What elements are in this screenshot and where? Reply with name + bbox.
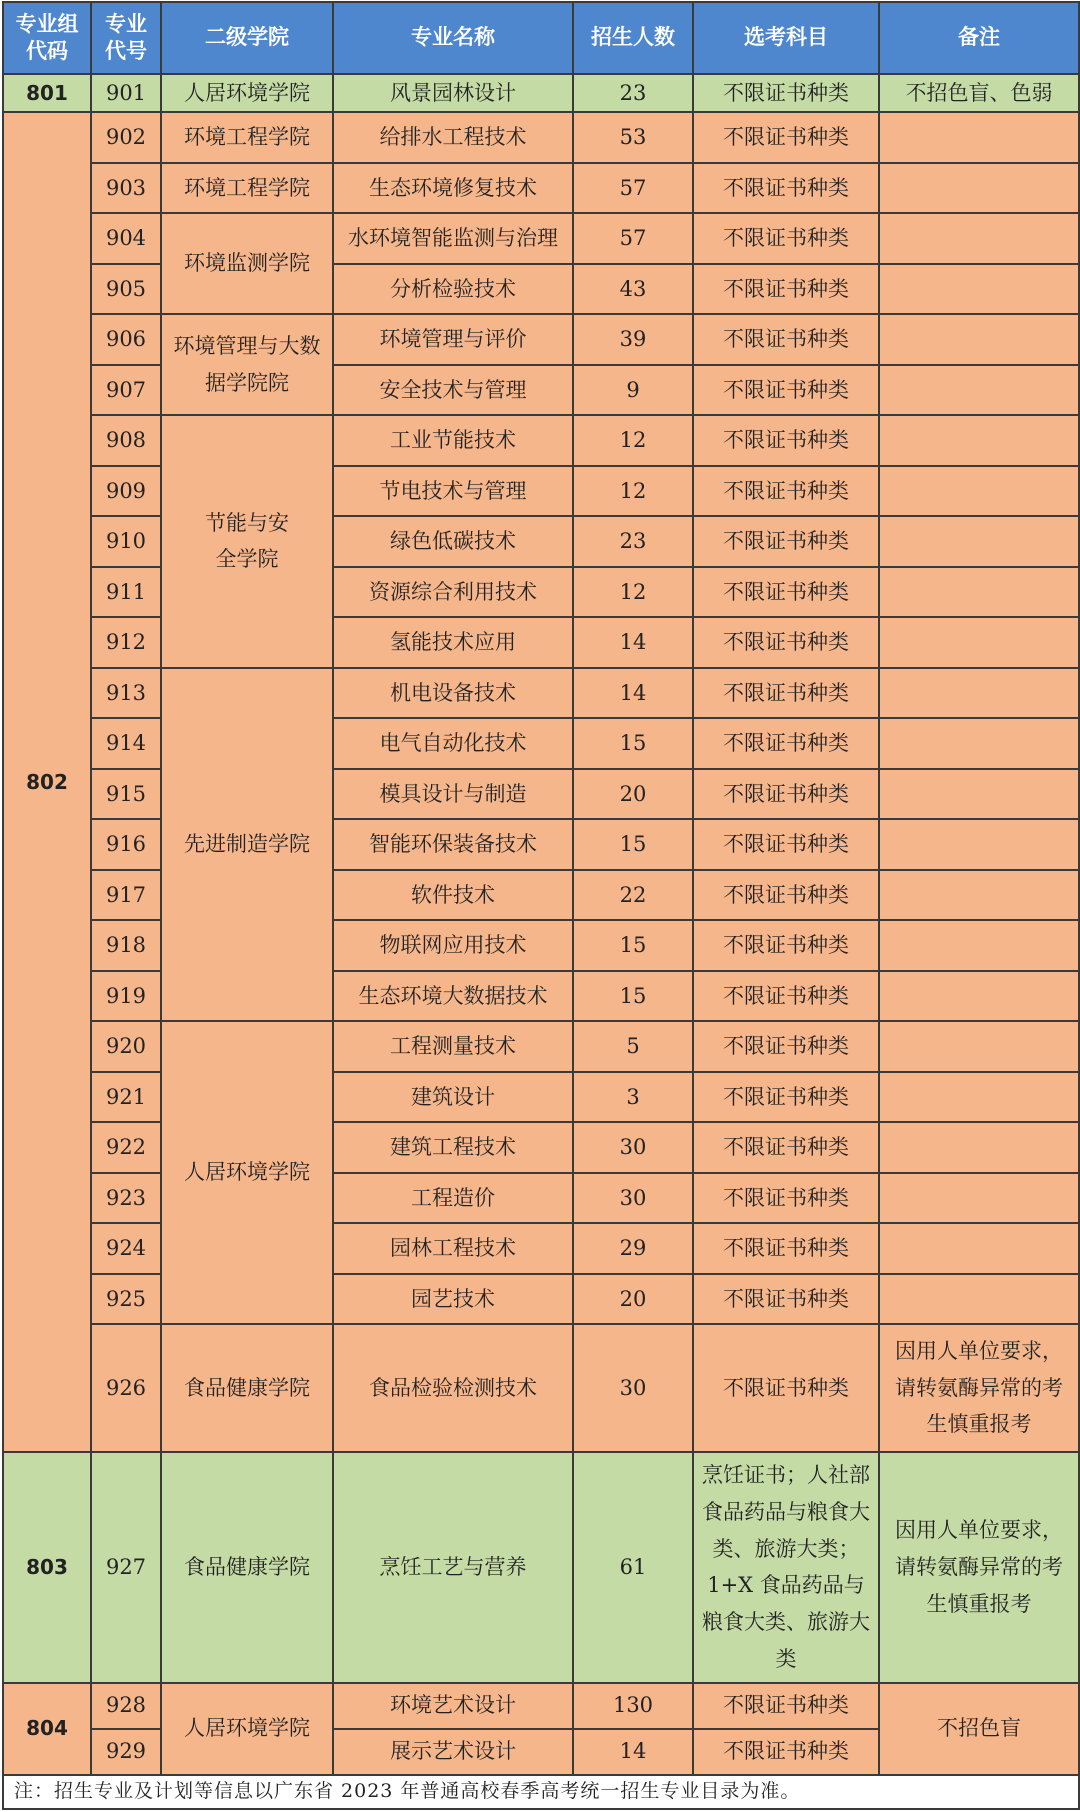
enrollment-cell: 12 xyxy=(573,567,693,618)
remark-cell xyxy=(879,971,1079,1022)
enrollment-cell: 57 xyxy=(573,163,693,214)
subject-cell: 不限证书种类 xyxy=(693,718,879,769)
subject-cell: 不限证书种类 xyxy=(693,415,879,466)
major-code-cell: 905 xyxy=(91,264,161,315)
major-code-cell: 925 xyxy=(91,1274,161,1325)
group-code-cell: 803 xyxy=(3,1452,91,1683)
enrollment-cell: 12 xyxy=(573,415,693,466)
subject-cell: 不限证书种类 xyxy=(693,74,879,112)
major-code-cell: 918 xyxy=(91,920,161,971)
remark-cell xyxy=(879,1173,1079,1224)
table-row xyxy=(3,415,1079,466)
enrollment-cell: 15 xyxy=(573,718,693,769)
major-name-cell: 绿色低碳技术 xyxy=(333,516,573,567)
subject-cell: 不限证书种类 xyxy=(693,1122,879,1173)
major-code-cell: 908 xyxy=(91,415,161,466)
remark-cell xyxy=(879,163,1079,214)
remark-cell xyxy=(879,920,1079,971)
remark-cell xyxy=(879,1021,1079,1072)
enrollment-cell: 30 xyxy=(573,1122,693,1173)
major-name-cell: 工程测量技术 xyxy=(333,1021,573,1072)
major-code-cell: 917 xyxy=(91,870,161,921)
remark-cell xyxy=(879,617,1079,668)
enrollment-cell: 30 xyxy=(573,1173,693,1224)
remark-cell: 因用人单位要求，请转氨酶异常的考生慎重报考 xyxy=(879,1452,1079,1683)
subject-cell: 不限证书种类 xyxy=(693,617,879,668)
subject-cell: 不限证书种类 xyxy=(693,1729,879,1775)
header-major-code: 专业代号 xyxy=(91,2,161,74)
major-code-cell: 912 xyxy=(91,617,161,668)
remark-cell xyxy=(879,466,1079,517)
major-name-cell: 展示艺术设计 xyxy=(333,1729,573,1775)
remark-cell xyxy=(879,718,1079,769)
enrollment-cell: 3 xyxy=(573,1072,693,1123)
major-code-cell: 926 xyxy=(91,1324,161,1452)
subject-cell: 不限证书种类 xyxy=(693,769,879,820)
remark-cell xyxy=(879,213,1079,264)
table-row xyxy=(3,1324,1079,1452)
table-row xyxy=(3,1683,1079,1729)
major-code-cell: 903 xyxy=(91,163,161,214)
enrollment-cell: 15 xyxy=(573,971,693,1022)
enrollment-cell: 12 xyxy=(573,466,693,517)
enrollment-cell: 14 xyxy=(573,668,693,719)
major-name-cell: 电气自动化技术 xyxy=(333,718,573,769)
subject-cell: 不限证书种类 xyxy=(693,163,879,214)
enrollment-cell: 57 xyxy=(573,213,693,264)
table-row xyxy=(3,112,1079,163)
major-name-cell: 工程造价 xyxy=(333,1173,573,1224)
remark-cell xyxy=(879,1223,1079,1274)
major-name-cell: 园林工程技术 xyxy=(333,1223,573,1274)
remark-cell xyxy=(879,415,1079,466)
major-code-cell: 901 xyxy=(91,74,161,112)
major-code-cell: 922 xyxy=(91,1122,161,1173)
enrollment-cell: 39 xyxy=(573,314,693,365)
remark-cell xyxy=(879,264,1079,315)
major-name-cell: 生态环境大数据技术 xyxy=(333,971,573,1022)
major-name-cell: 物联网应用技术 xyxy=(333,920,573,971)
major-code-cell: 929 xyxy=(91,1729,161,1775)
subject-cell: 烹饪证书；人社部食品药品与粮食大类、旅游大类；1+X 食品药品与粮食大类、旅游大类 xyxy=(693,1452,879,1683)
major-code-cell: 911 xyxy=(91,567,161,618)
major-name-cell: 风景园林设计 xyxy=(333,74,573,112)
remark-cell xyxy=(879,1274,1079,1325)
subject-cell: 不限证书种类 xyxy=(693,1223,879,1274)
enrollment-cell: 20 xyxy=(573,1274,693,1325)
enrollment-cell: 23 xyxy=(573,516,693,567)
college-cell: 食品健康学院 xyxy=(161,1452,333,1683)
header-group-code: 专业组代码 xyxy=(3,2,91,74)
subject-cell: 不限证书种类 xyxy=(693,1021,879,1072)
college-cell: 环境监测学院 xyxy=(161,213,333,314)
major-name-cell: 安全技术与管理 xyxy=(333,365,573,416)
subject-cell: 不限证书种类 xyxy=(693,567,879,618)
college-cell: 先进制造学院 xyxy=(161,668,333,1022)
group-code-cell: 801 xyxy=(3,74,91,112)
major-name-cell: 生态环境修复技术 xyxy=(333,163,573,214)
college-cell: 人居环境学院 xyxy=(161,1683,333,1775)
major-code-cell: 923 xyxy=(91,1173,161,1224)
major-name-cell: 食品检验检测技术 xyxy=(333,1324,573,1452)
major-name-cell: 水环境智能监测与治理 xyxy=(333,213,573,264)
header-remarks: 备注 xyxy=(879,2,1079,74)
header-college: 二级学院 xyxy=(161,2,333,74)
remark-cell xyxy=(879,1072,1079,1123)
major-name-cell: 节电技术与管理 xyxy=(333,466,573,517)
major-code-cell: 914 xyxy=(91,718,161,769)
major-name-cell: 工业节能技术 xyxy=(333,415,573,466)
enrollment-cell: 9 xyxy=(573,365,693,416)
major-name-cell: 模具设计与制造 xyxy=(333,769,573,820)
major-name-cell: 环境艺术设计 xyxy=(333,1683,573,1729)
subject-cell: 不限证书种类 xyxy=(693,1683,879,1729)
major-code-cell: 927 xyxy=(91,1452,161,1683)
subject-cell: 不限证书种类 xyxy=(693,1173,879,1224)
college-cell: 环境管理与大数据学院院 xyxy=(161,314,333,415)
remark-cell xyxy=(879,314,1079,365)
remark-cell xyxy=(879,668,1079,719)
enrollment-cell: 30 xyxy=(573,1324,693,1452)
enrollment-cell: 53 xyxy=(573,112,693,163)
major-name-cell: 氢能技术应用 xyxy=(333,617,573,668)
remark-cell xyxy=(879,819,1079,870)
footnote-row xyxy=(3,1775,1079,1809)
major-code-cell: 902 xyxy=(91,112,161,163)
major-code-cell: 907 xyxy=(91,365,161,416)
table-row xyxy=(3,213,1079,264)
major-name-cell: 资源综合利用技术 xyxy=(333,567,573,618)
major-code-cell: 910 xyxy=(91,516,161,567)
table-row xyxy=(3,1021,1079,1072)
major-code-cell: 909 xyxy=(91,466,161,517)
subject-cell: 不限证书种类 xyxy=(693,971,879,1022)
table-row xyxy=(3,74,1079,112)
subject-cell: 不限证书种类 xyxy=(693,819,879,870)
group-code-cell: 804 xyxy=(3,1683,91,1775)
header-row xyxy=(3,2,1079,74)
subject-cell: 不限证书种类 xyxy=(693,870,879,921)
header-enrollment: 招生人数 xyxy=(573,2,693,74)
footnote: 注：招生专业及计划等信息以广东省 2023 年普通高校春季高考统一招生专业目录为准。 xyxy=(3,1775,1079,1809)
enrollment-table xyxy=(2,1,1080,1810)
header-major-name: 专业名称 xyxy=(333,2,573,74)
major-code-cell: 916 xyxy=(91,819,161,870)
major-name-cell: 建筑工程技术 xyxy=(333,1122,573,1173)
subject-cell: 不限证书种类 xyxy=(693,365,879,416)
enrollment-cell: 43 xyxy=(573,264,693,315)
enrollment-cell: 14 xyxy=(573,617,693,668)
major-code-cell: 919 xyxy=(91,971,161,1022)
major-name-cell: 园艺技术 xyxy=(333,1274,573,1325)
major-name-cell: 建筑设计 xyxy=(333,1072,573,1123)
subject-cell: 不限证书种类 xyxy=(693,1324,879,1452)
group-code-cell: 802 xyxy=(3,112,91,1452)
major-name-cell: 机电设备技术 xyxy=(333,668,573,719)
major-name-cell: 分析检验技术 xyxy=(333,264,573,315)
enrollment-cell: 61 xyxy=(573,1452,693,1683)
enrollment-cell: 130 xyxy=(573,1683,693,1729)
remark-cell: 不招色盲 xyxy=(879,1683,1079,1775)
major-name-cell: 烹饪工艺与营养 xyxy=(333,1452,573,1683)
enrollment-cell: 15 xyxy=(573,819,693,870)
remark-cell: 不招色盲、色弱 xyxy=(879,74,1079,112)
header-subjects: 选考科目 xyxy=(693,2,879,74)
remark-cell xyxy=(879,870,1079,921)
remark-cell xyxy=(879,516,1079,567)
college-cell: 环境工程学院 xyxy=(161,163,333,214)
remark-cell xyxy=(879,365,1079,416)
remark-cell xyxy=(879,112,1079,163)
subject-cell: 不限证书种类 xyxy=(693,314,879,365)
major-code-cell: 924 xyxy=(91,1223,161,1274)
enrollment-cell: 20 xyxy=(573,769,693,820)
college-cell: 人居环境学院 xyxy=(161,1021,333,1324)
major-code-cell: 920 xyxy=(91,1021,161,1072)
remark-cell: 因用人单位要求，请转氨酶异常的考生慎重报考 xyxy=(879,1324,1079,1452)
subject-cell: 不限证书种类 xyxy=(693,1072,879,1123)
major-code-cell: 921 xyxy=(91,1072,161,1123)
table-row xyxy=(3,163,1079,214)
subject-cell: 不限证书种类 xyxy=(693,264,879,315)
major-name-cell: 给排水工程技术 xyxy=(333,112,573,163)
table-row xyxy=(3,314,1079,365)
major-code-cell: 904 xyxy=(91,213,161,264)
college-cell: 人居环境学院 xyxy=(161,74,333,112)
table-row xyxy=(3,1452,1079,1683)
major-code-cell: 915 xyxy=(91,769,161,820)
major-name-cell: 软件技术 xyxy=(333,870,573,921)
enrollment-cell: 5 xyxy=(573,1021,693,1072)
subject-cell: 不限证书种类 xyxy=(693,516,879,567)
enrollment-cell: 15 xyxy=(573,920,693,971)
enrollment-cell: 14 xyxy=(573,1729,693,1775)
subject-cell: 不限证书种类 xyxy=(693,213,879,264)
remark-cell xyxy=(879,1122,1079,1173)
college-cell: 环境工程学院 xyxy=(161,112,333,163)
subject-cell: 不限证书种类 xyxy=(693,1274,879,1325)
major-name-cell: 环境管理与评价 xyxy=(333,314,573,365)
remark-cell xyxy=(879,567,1079,618)
subject-cell: 不限证书种类 xyxy=(693,920,879,971)
major-name-cell: 智能环保装备技术 xyxy=(333,819,573,870)
college-cell: 节能与安全学院 xyxy=(161,415,333,668)
table-row xyxy=(3,668,1079,719)
major-code-cell: 913 xyxy=(91,668,161,719)
remark-cell xyxy=(879,769,1079,820)
college-cell: 食品健康学院 xyxy=(161,1324,333,1452)
subject-cell: 不限证书种类 xyxy=(693,668,879,719)
major-code-cell: 906 xyxy=(91,314,161,365)
enrollment-cell: 23 xyxy=(573,74,693,112)
enrollment-cell: 22 xyxy=(573,870,693,921)
subject-cell: 不限证书种类 xyxy=(693,466,879,517)
subject-cell: 不限证书种类 xyxy=(693,112,879,163)
enrollment-cell: 29 xyxy=(573,1223,693,1274)
major-code-cell: 928 xyxy=(91,1683,161,1729)
